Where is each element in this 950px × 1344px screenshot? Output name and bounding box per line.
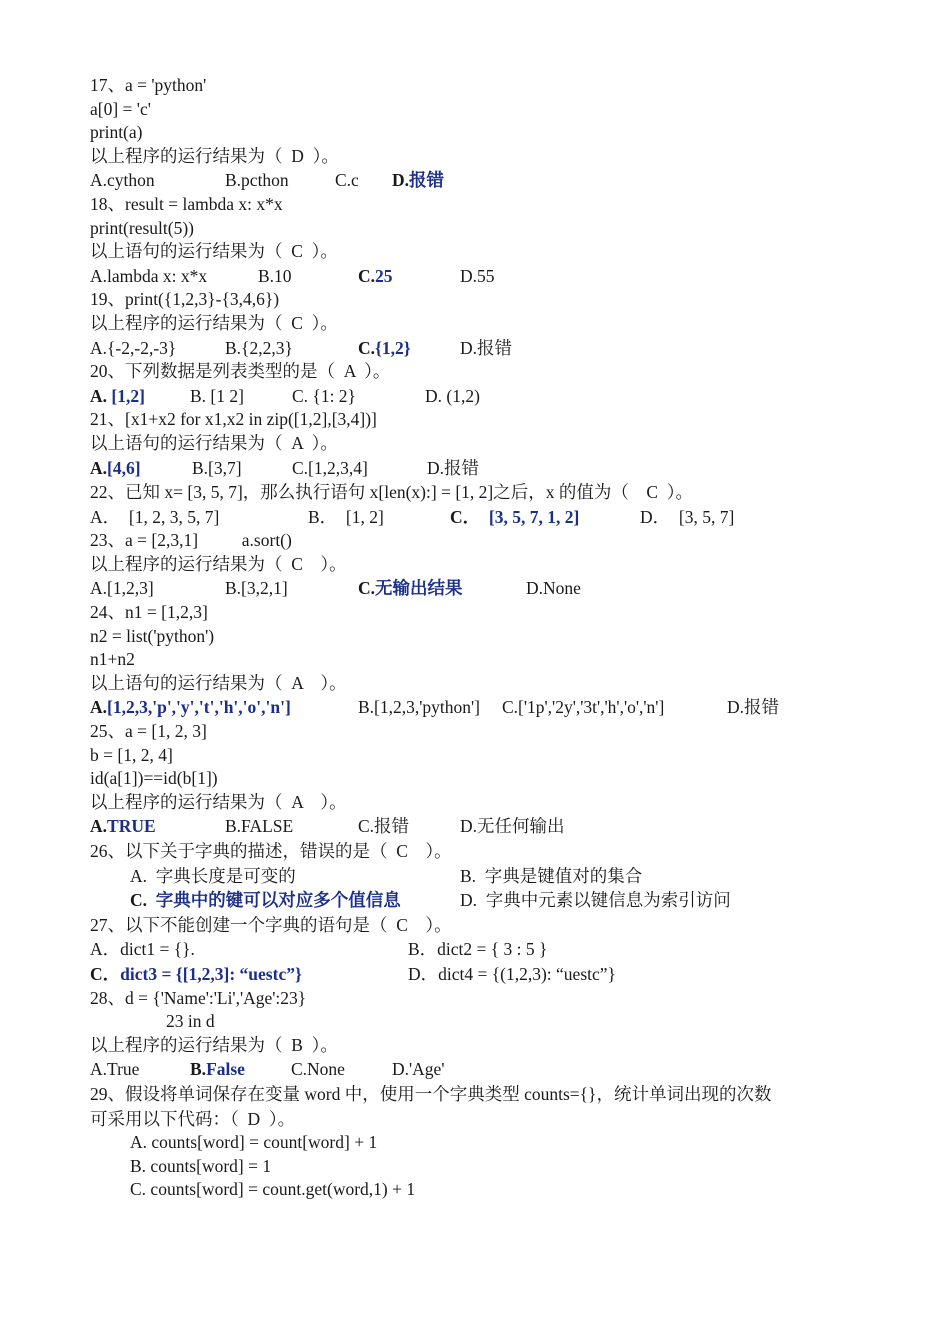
option-a: A.[1,2,3] xyxy=(90,578,154,599)
option-a: A.True xyxy=(90,1059,140,1080)
q29-prompt: 29、假设将单词保存在变量 word 中，使用一个字典类型 counts={}，统计单词出现的次数 xyxy=(90,1083,772,1104)
option-d: D． [3, 5, 7] xyxy=(640,506,735,527)
q18-prompt: 以上语句的运行结果为（ C ）。 xyxy=(90,241,338,262)
q17-prompt: 以上程序的运行结果为（ D ）。 xyxy=(90,145,339,166)
q28-code-line: 28、d = {'Name':'Li','Age':23} xyxy=(90,987,307,1008)
option-d: D.报错 xyxy=(427,457,480,478)
option-b: B．dict2 = { 3 : 5 } xyxy=(408,939,548,960)
option-a: A．dict1 = {}. xyxy=(90,939,195,960)
q28-prompt: 以上程序的运行结果为（ B ）。 xyxy=(90,1034,338,1055)
option-a: A. counts[word] = count[word] + 1 xyxy=(130,1132,378,1153)
option-a: A.{-2,-2,-3} xyxy=(90,337,177,358)
option-c: C. {1: 2} xyxy=(292,385,356,406)
q27-prompt: 27、以下不能创建一个字典的语句是（ C ）。 xyxy=(90,914,452,935)
q29-prompt: 可采用以下代码：（ D ）。 xyxy=(90,1108,296,1129)
q21-options xyxy=(90,456,870,481)
q17-code-line: 17、a = 'python' xyxy=(90,75,207,95)
q23-options xyxy=(90,576,870,601)
q18-code-line: 18、result = lambda x: x*x xyxy=(90,193,283,214)
option-b: B. counts[word] = 1 xyxy=(130,1155,272,1176)
option-a-correct: A. [1,2] xyxy=(90,385,145,406)
q24-code-line: n1+n2 xyxy=(90,649,135,670)
q18-code-line: print(result(5)) xyxy=(90,217,194,238)
option-a: A. 字典长度是可变的 xyxy=(130,865,296,886)
option-d: D.'Age' xyxy=(392,1059,445,1080)
q23-prompt: 以上程序的运行结果为（ C ）。 xyxy=(90,553,347,574)
option-b: B.[1,2,3,'python'] xyxy=(358,697,480,718)
option-b: B.FALSE xyxy=(225,816,294,837)
q28-options xyxy=(90,1057,870,1082)
option-c-correct: C． [3, 5, 7, 1, 2] xyxy=(450,506,580,527)
option-c-correct: C. 字典中的键可以对应多个值信息 xyxy=(130,890,401,911)
q20-options xyxy=(90,384,870,409)
q25-code-line: id(a[1])==id(b[1]) xyxy=(90,768,218,789)
option-d: D.None xyxy=(526,578,581,599)
option-d: D.报错 xyxy=(460,337,513,358)
option-a-correct: A.[4,6] xyxy=(90,457,141,478)
option-c-correct: C．dict3 = {[1,2,3]: “uestc”} xyxy=(90,963,302,984)
option-a: A.lambda x: x*x xyxy=(90,265,208,286)
q17-code-line: print(a) xyxy=(90,122,143,143)
exam-page xyxy=(90,74,870,1202)
option-c-correct: C.25 xyxy=(358,265,393,286)
option-c: C.None xyxy=(291,1059,345,1080)
option-d: D.无任何输出 xyxy=(460,816,565,837)
option-b: B.[3,2,1] xyxy=(225,578,288,599)
option-b: B.[3,7] xyxy=(192,457,242,478)
q25-code-line: 25、a = [1, 2, 3] xyxy=(90,721,207,742)
q25-code-line: b = [1, 2, 4] xyxy=(90,744,173,765)
option-c-correct: C.{1,2} xyxy=(358,337,411,358)
q24-options xyxy=(90,695,870,720)
option-b: B. [1 2] xyxy=(190,385,244,406)
option-c: C.c xyxy=(335,170,359,191)
q20-prompt: 20、下列数据是列表类型的是（ A ）。 xyxy=(90,361,391,382)
q25-options xyxy=(90,814,870,839)
option-b: B.pcthon xyxy=(225,170,289,191)
option-b: B. 字典是键值对的集合 xyxy=(460,865,643,886)
q18-options xyxy=(90,264,870,289)
q24-prompt: 以上语句的运行结果为（ A ）。 xyxy=(90,672,347,693)
q27-options-row2 xyxy=(90,962,870,987)
q25-prompt: 以上程序的运行结果为（ A ）。 xyxy=(90,791,347,812)
option-a-correct: A.[1,2,3,'p','y','t','h','o','n'] xyxy=(90,697,291,718)
option-d: D．dict4 = {(1,2,3): “uestc”} xyxy=(408,963,616,984)
q26-prompt: 26、以下关于字典的描述，错误的是（ C ）。 xyxy=(90,841,452,861)
q22-options xyxy=(90,505,870,530)
option-b: B.{2,2,3} xyxy=(225,337,293,358)
q22-prompt: 22、已知 x= [3, 5, 7]，那么执行语句 x[len(x):] = [1, 2]之后，x 的值为（ C ）。 xyxy=(90,482,694,503)
q23-code-line: 23、a = [2,3,1] a.sort() xyxy=(90,530,292,551)
q21-prompt: 以上语句的运行结果为（ A ）。 xyxy=(90,432,338,453)
q27-options-row1 xyxy=(90,937,870,962)
option-c-correct: C.无输出结果 xyxy=(358,578,463,599)
q24-code-line: 24、n1 = [1,2,3] xyxy=(90,602,208,623)
option-d: D.报错 xyxy=(727,697,780,718)
option-a: A． [1, 2, 3, 5, 7] xyxy=(90,506,220,527)
q19-code-line: 19、print({1,2,3}-{3,4,6}) xyxy=(90,289,280,310)
option-a-correct: A.TRUE xyxy=(90,816,156,837)
q17-code-line: a[0] = 'c' xyxy=(90,98,151,119)
q28-code-line: 23 in d xyxy=(166,1011,215,1032)
q19-prompt: 以上程序的运行结果为（ C ）。 xyxy=(90,312,338,333)
option-d: D. (1,2) xyxy=(425,385,480,406)
q26-options-row2 xyxy=(90,888,870,913)
option-b: B.10 xyxy=(258,265,292,286)
option-d: D.55 xyxy=(460,265,495,286)
option-d-correct: D.报错 xyxy=(392,170,445,191)
q24-code-line: n2 = list('python') xyxy=(90,625,215,646)
option-c: C.报错 xyxy=(358,816,410,837)
option-c: C.[1,2,3,4] xyxy=(292,457,368,478)
q21-code-line: 21、[x1+x2 for x1,x2 in zip([1,2],[3,4])] xyxy=(90,409,377,430)
option-c: C. counts[word] = count.get(word,1) + 1 xyxy=(130,1179,416,1200)
option-b-correct: B.False xyxy=(190,1059,245,1080)
q26-options-row1 xyxy=(90,864,870,889)
q17-options xyxy=(90,168,870,193)
option-d: D. 字典中元素以键信息为索引访问 xyxy=(460,890,731,911)
option-b: B． [1, 2] xyxy=(308,506,384,527)
option-c: C.['1p','2y','3t','h','o','n'] xyxy=(502,697,665,718)
q19-options xyxy=(90,336,870,361)
option-a: A.cython xyxy=(90,170,155,191)
